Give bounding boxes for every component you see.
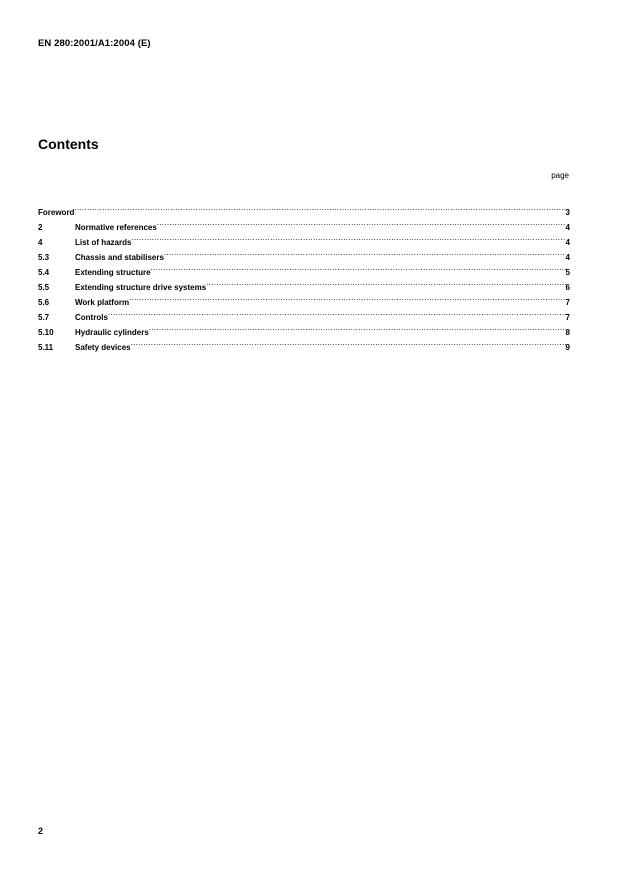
toc-entry-page: 6 <box>565 283 570 292</box>
toc-entry-number: 2 <box>38 223 43 232</box>
toc-entry[interactable] <box>38 305 570 320</box>
toc-entry-page: 5 <box>565 268 570 277</box>
toc-entry-page: 8 <box>565 328 570 337</box>
toc-entry-foreword[interactable] <box>38 200 570 215</box>
toc-entry-page: 3 <box>565 208 570 217</box>
toc-dot-leader <box>151 260 566 275</box>
toc-dot-leader <box>131 230 565 245</box>
toc-entry-title: Extending structure <box>75 268 151 277</box>
toc-dot-leader <box>129 290 565 305</box>
toc-entry-title: Normative references <box>75 223 157 232</box>
toc-entry-number: 5.10 <box>38 328 54 337</box>
toc-entry-number: 5.5 <box>38 283 50 292</box>
toc-entry-page: 9 <box>565 343 570 352</box>
toc-entry-title: Extending structure drive systems <box>75 283 207 292</box>
toc-dot-leader <box>157 215 566 230</box>
table-of-contents <box>38 200 570 350</box>
toc-entry-page: 4 <box>565 253 570 262</box>
toc-dot-leader <box>131 335 566 350</box>
toc-entry-title: List of hazards <box>75 238 132 247</box>
toc-entry-number: 5.11 <box>38 343 54 352</box>
toc-entry-title: Work platform <box>75 298 130 307</box>
page-number: 2 <box>38 826 44 836</box>
toc-entry-page: 4 <box>565 238 570 247</box>
toc-entry-number: 5.7 <box>38 313 50 322</box>
toc-entry-title: Safety devices <box>75 343 131 352</box>
toc-entry-page: 7 <box>565 313 570 322</box>
document-header: EN 280:2001/A1:2004 (E) <box>38 38 151 49</box>
toc-entry-number: 5.4 <box>38 268 50 277</box>
toc-dot-leader <box>164 245 566 260</box>
toc-entry-number: 5.6 <box>38 298 50 307</box>
toc-entry-title: Chassis and stabilisers <box>75 253 164 262</box>
toc-entry-title: Hydraulic cylinders <box>75 328 149 337</box>
contents-title: Contents <box>38 136 99 152</box>
toc-dot-leader <box>149 320 566 335</box>
toc-entry-title: Controls <box>75 313 108 322</box>
toc-entry-page: 4 <box>565 223 570 232</box>
toc-entry-page: 7 <box>565 298 570 307</box>
toc-entry-title: Foreword <box>38 208 75 217</box>
toc-entry[interactable] <box>38 320 570 335</box>
page-column-label: page <box>551 171 569 180</box>
toc-entry-number: 5.3 <box>38 253 50 262</box>
toc-entry-number: 4 <box>38 238 43 247</box>
toc-dot-leader <box>108 305 566 320</box>
toc-dot-leader <box>206 275 565 290</box>
toc-entry[interactable] <box>38 215 570 230</box>
toc-dot-leader <box>74 200 565 215</box>
